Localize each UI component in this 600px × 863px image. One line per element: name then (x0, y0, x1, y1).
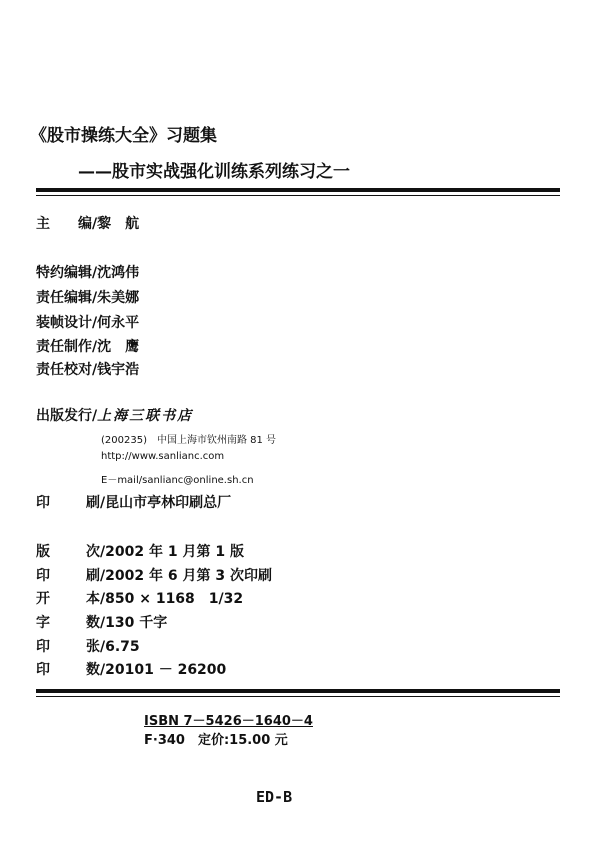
divider-thin-bottom (36, 696, 560, 697)
detail-label: 开 (36, 591, 50, 607)
detail-label-suffix: 刷/ (86, 568, 106, 584)
detail-label: 字 (36, 615, 50, 631)
staff-value: 何永平 (97, 315, 140, 331)
printer-row (36, 492, 231, 512)
detail-label: 印 (36, 639, 50, 655)
divider-thin-top (36, 195, 560, 196)
staff-label: 特约编辑/ (36, 265, 98, 281)
staff-value: 钱宇浩 (97, 362, 140, 378)
staff-row (36, 336, 139, 356)
detail-label: 版 (36, 544, 50, 560)
detail-label-suffix: 数/ (86, 662, 106, 678)
detail-row (36, 659, 226, 679)
detail-row (36, 612, 167, 632)
editor-value: 黎 航 (97, 216, 140, 232)
staff-label: 责任制作/ (36, 339, 98, 355)
detail-row (36, 565, 272, 585)
staff-row (36, 312, 139, 332)
staff-row (36, 359, 139, 379)
book-title: 《股市操练大全》习题集 (30, 126, 217, 146)
editor-row (36, 213, 139, 233)
detail-value: 2002 年 1 月第 1 版 (105, 544, 244, 560)
detail-label: 印 (36, 662, 50, 678)
publisher-label: 出版发行/ (36, 408, 98, 424)
staff-value: 沈鸿伟 (97, 265, 140, 281)
detail-label-suffix: 张/ (86, 639, 106, 655)
isbn: ISBN 7－5426－1640－4 (144, 714, 313, 729)
divider-thick-bottom (36, 689, 560, 693)
detail-label-suffix: 数/ (86, 615, 106, 631)
detail-value: 130 千字 (105, 615, 168, 631)
detail-value: 850 × 1168 1/32 (105, 591, 244, 607)
staff-row (36, 262, 139, 282)
staff-label: 装帧设计/ (36, 315, 98, 331)
book-subtitle: ——股市实战强化训练系列练习之一 (78, 162, 350, 182)
publisher-website: http://www.sanlianc.com (101, 451, 225, 462)
detail-label-suffix: 本/ (86, 591, 106, 607)
staff-value: 朱美娜 (97, 290, 140, 306)
detail-label-suffix: 次/ (86, 544, 106, 560)
publisher-address: (200235) 中国上海市钦州南路 81 号 (101, 435, 277, 446)
detail-value: 20101 － 26200 (105, 662, 227, 678)
detail-value: 2002 年 6 月第 3 次印刷 (105, 568, 272, 584)
staff-label: 责任编辑/ (36, 290, 98, 306)
detail-row (36, 541, 244, 561)
detail-row (36, 588, 243, 608)
publisher-name: 上海三联书店 (97, 408, 194, 424)
staff-value: 沈 鹰 (97, 339, 140, 355)
printer-value: 昆山市亭林印刷总厂 (105, 495, 232, 511)
printer-label-suffix: 刷/ (86, 495, 106, 511)
staff-label: 责任校对/ (36, 362, 98, 378)
staff-row (36, 287, 139, 307)
price: F·340 定价:15.00 元 (144, 733, 288, 748)
editor-label: 主 编/ (36, 216, 98, 232)
printer-label: 印 (36, 495, 50, 511)
edition-code: ED-B (256, 788, 293, 806)
detail-label: 印 (36, 568, 50, 584)
publisher-row (36, 405, 193, 425)
detail-value: 6.75 (105, 639, 140, 655)
divider-thick-top (36, 188, 560, 192)
detail-row (36, 636, 140, 656)
publisher-email: E－mail/sanlianc@online.sh.cn (101, 475, 254, 486)
